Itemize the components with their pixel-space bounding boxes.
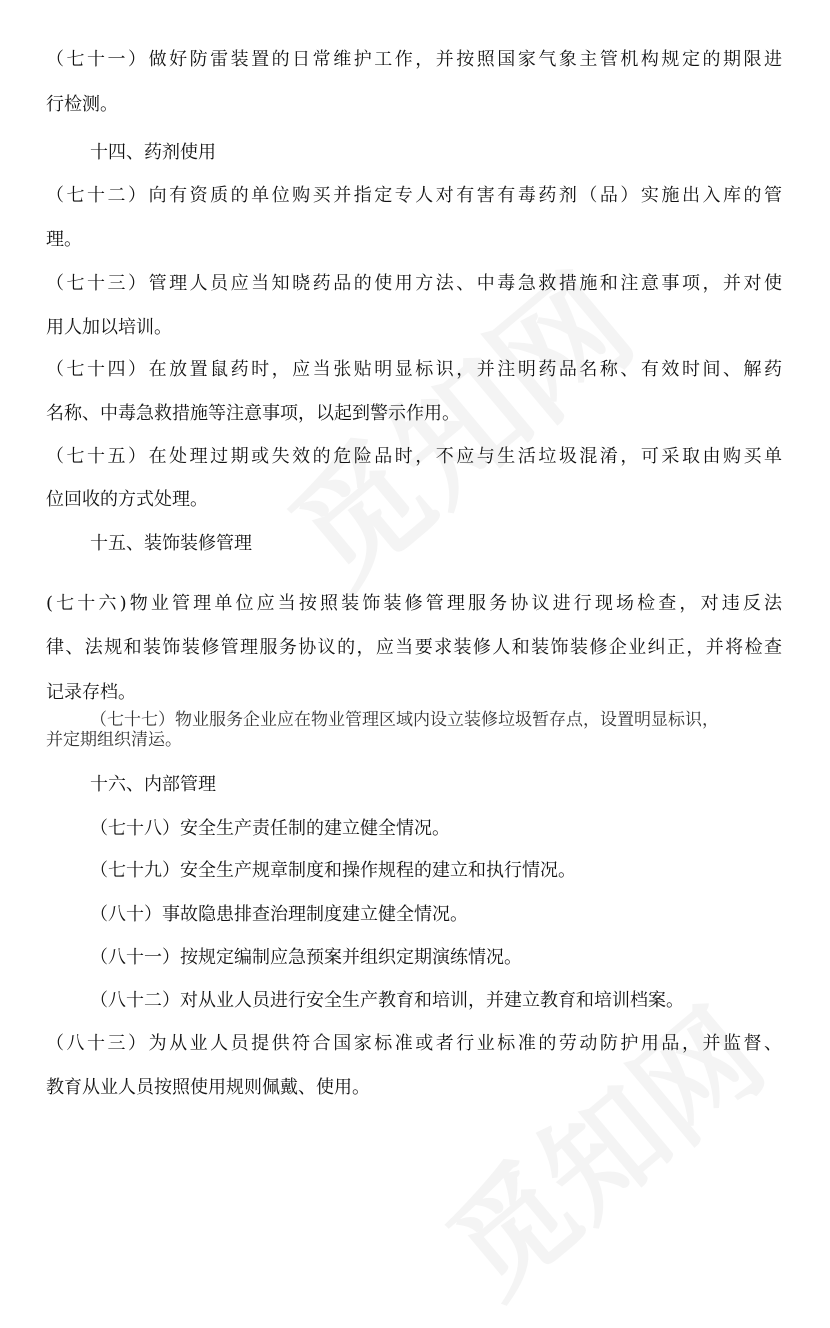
paragraph-80: （八十）事故隐患排查治理制度建立健全情况。	[90, 904, 468, 925]
paragraph-71-line-1: （七十一）做好防雷装置的日常维护工作，并按照国家气象主管机构规定的期限进	[46, 49, 782, 70]
paragraph-83-line-1: （八十三）为从业人员提供符合国家标准或者行业标准的劳动防护用品，并监督、	[46, 1033, 782, 1054]
section-heading-14: 十四、药剂使用	[90, 142, 216, 163]
paragraph-81: （八十一）按规定编制应急预案并组织定期演练情况。	[90, 947, 522, 968]
paragraph-73-line-2: 用人加以培训。	[46, 317, 172, 338]
paragraph-74-line-1: （七十四）在放置鼠药时，应当张贴明显标识，并注明药品名称、有效时间、解药	[46, 359, 782, 380]
paragraph-75-line-2: 位回收的方式处理。	[46, 489, 208, 510]
paragraph-73-line-1: （七十三）管理人员应当知晓药品的使用方法、中毒急救措施和注意事项，并对使	[46, 273, 782, 294]
paragraph-74-line-2: 名称、中毒急救措施等注意事项，以起到警示作用。	[46, 403, 460, 424]
paragraph-83-line-2: 教育从业人员按照使用规则佩戴、使用。	[46, 1077, 370, 1098]
paragraph-76-line-3: 记录存档。	[46, 682, 136, 703]
paragraph-76-line-1: (七十六)物业管理单位应当按照装饰装修管理服务协议进行现场检查，对违反法	[46, 593, 782, 614]
watermark-bottom	[407, 964, 793, 1327]
paragraph-71-line-2: 行检测。	[46, 94, 118, 115]
section-heading-15: 十五、装饰装修管理	[90, 533, 252, 554]
paragraph-72-line-1: （七十二）向有资质的单位购买并指定专人对有害有毒药剂（品）实施出入库的管	[46, 185, 782, 206]
paragraph-75-line-1: （七十五）在处理过期或失效的危险品时，不应与生活垃圾混淆，可采取由购买单	[46, 446, 782, 467]
paragraph-77-line-2: 并定期组织清运。	[46, 730, 182, 750]
section-heading-16: 十六、内部管理	[90, 774, 216, 795]
paragraph-76-line-2: 律、法规和装饰装修管理服务协议的，应当要求装修人和装饰装修企业纠正，并将检查	[46, 637, 782, 658]
paragraph-79: （七十九）安全生产规章制度和操作规程的建立和执行情况。	[90, 860, 576, 881]
paragraph-78: （七十八）安全生产责任制的建立健全情况。	[90, 818, 450, 839]
paragraph-72-line-2: 理。	[46, 229, 82, 250]
paragraph-82: （八十二）对从业人员进行安全生产教育和培训，并建立教育和培训档案。	[90, 990, 684, 1011]
paragraph-77-line-1: （七十七）物业服务企业应在物业管理区域内设立装修垃圾暂存点，设置明显标识，	[90, 710, 719, 730]
